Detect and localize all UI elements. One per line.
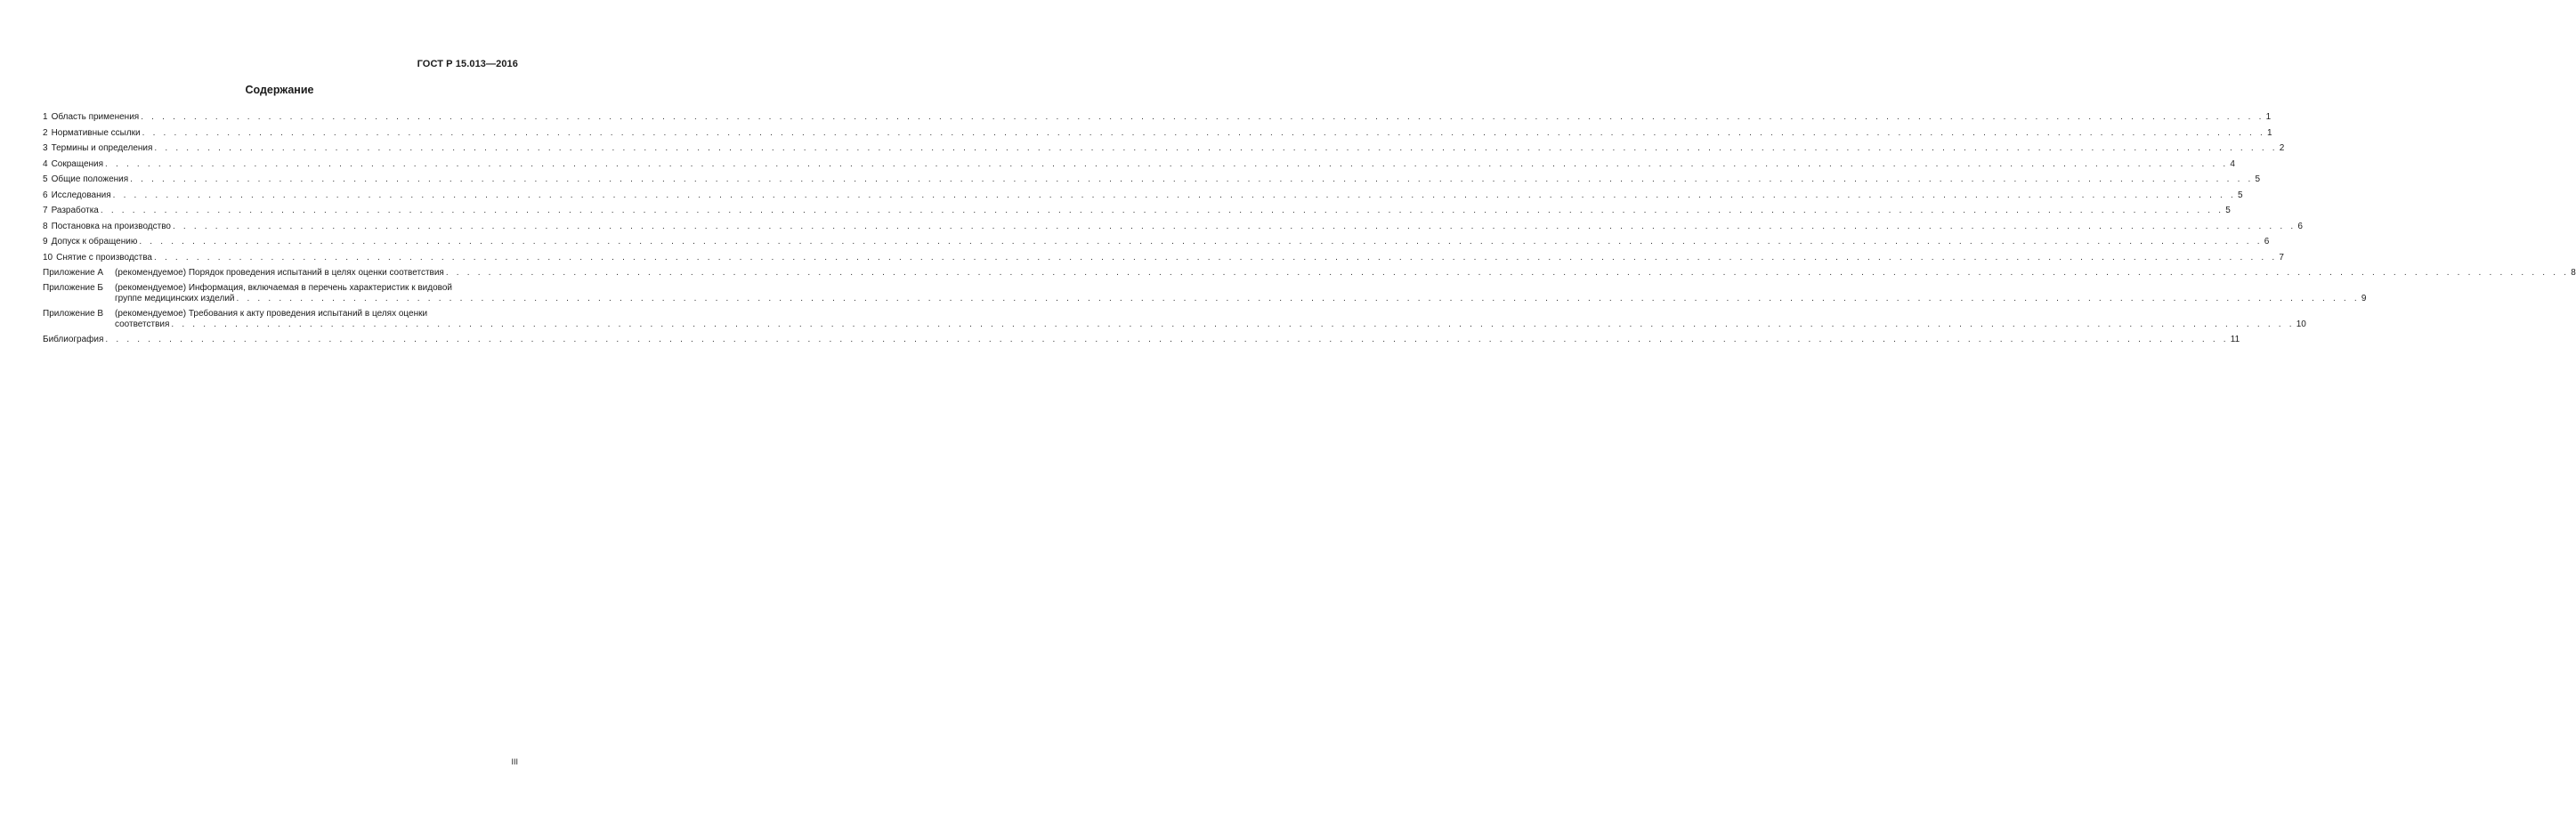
appendix-label: Приложение А [43, 268, 104, 278]
toc-entry[interactable] [43, 221, 2303, 232]
toc-entry-page: 6 [2297, 221, 2303, 231]
toc-appendix-entry[interactable] [43, 283, 2367, 304]
appendix-page: 8 [2571, 268, 2576, 278]
appendix-title-text: соответствия [115, 319, 170, 329]
toc-entry-number: 10 [43, 252, 53, 263]
appendix-title-line [115, 309, 518, 319]
appendix-title-line [115, 319, 2306, 330]
appendix-page: 10 [2296, 319, 2306, 329]
dot-leader: . . . . . . . . . . . . . . . . . . . . . . . . . . . . . . . . . . . . . . . . . . . . . . . . . . . . . . . . . . . . . . . . . . . . . . . . . . . . . . . . . . . . . . . . . . . . . . . . . . . . . . . . . . . . . . . . . . . . . . . . . . . . . . . . . . . . . . . . . . . . . . . . . . . . . . . . . . . . . . . . . . . . . . . . . . . . . . . . . . . . . . . . . . . . . . . . . . . . . . . . [105, 335, 2229, 344]
table-of-contents [43, 112, 2576, 351]
toc-entry-page: 1 [2267, 127, 2272, 138]
toc-entry-title: Снятие с производства [56, 252, 152, 263]
toc-title: Содержание [245, 84, 314, 96]
toc-entry-number: 1 [43, 112, 48, 122]
dot-leader: . . . . . . . . . . . . . . . . . . . . . . . . . . . . . . . . . . . . . . . . . . . . . . . . . . . . . . . . . . . . . . . . . . . . . . . . . . . . . . . . . . . . . . . . . . . . . . . . . . . . . . . . . . . . . . . . . . . . . . . . . . . . . . . . . . . . . . . . . . . . . . . . . . . . . . . . . . . . . . . . . . . . . . . . . . . . . . . . . . . . . . . . . . . . . . . . . . . . . . . . [105, 158, 2229, 169]
dot-leader: . . . . . . . . . . . . . . . . . . . . . . . . . . . . . . . . . . . . . . . . . . . . . . . . . . . . . . . . . . . . . . . . . . . . . . . . . . . . . . . . . . . . . . . . . . . . . . . . . . . . . . . . . . . . . . . . . . . . . . . . . . . . . . . . . . . . . . . . . . . . . . . . . . . . . . . . . . . . . . . . . . . . . . . . . . . . . . . . . . . . . . . . . . . . . . . . . . . . . . . . [172, 221, 2297, 231]
toc-entry-title: Исследования [51, 190, 111, 200]
toc-entry-number: 7 [43, 206, 48, 215]
toc-entry-page: 6 [2264, 237, 2270, 247]
appendix-title-block [115, 283, 2367, 304]
toc-entry-number: 9 [43, 237, 48, 247]
toc-entry-number: 6 [43, 190, 48, 200]
appendix-title-text: (рекомендуемое) Требования к акту проведения испытаний в целях оценки [115, 309, 428, 319]
appendix-label: Приложение В [43, 309, 104, 319]
toc-entry-title: Разработка [51, 206, 99, 215]
dot-leader: . . . . . . . . . . . . . . . . . . . . . . . . . . . . . . . . . . . . . . . . . . . . . . . . . . . . . . . . . . . . . . . . . . . . . . . . . . . . . . . . . . . . . . . . . . . . . . . . . . . . . . . . . . . . . . . . . . . . . . . . . . . . . . . . . . . . . . . . . . . . . . . . . . . . . . . . . . . . . . . . . . . . . . . . . . . . . . . . . . . . . . . . . . . . . . . . . . . . . . . . [236, 294, 2360, 303]
toc-entry-page: 7 [2279, 252, 2284, 263]
dot-leader: . . . . . . . . . . . . . . . . . . . . . . . . . . . . . . . . . . . . . . . . . . . . . . . . . . . . . . . . . . . . . . . . . . . . . . . . . . . . . . . . . . . . . . . . . . . . . . . . . . . . . . . . . . . . . . . . . . . . . . . . . . . . . . . . . . . . . . . . . . . . . . . . . . . . . . . . . . . . . . . . . . . . . . . . . . . . . . . . . . . . . . . . . . . . . . . . . . . . . . . . [154, 143, 2278, 153]
appendix-title-line [115, 268, 2576, 279]
toc-entry-title: Термины и определения [51, 143, 153, 153]
dot-leader: . . . . . . . . . . . . . . . . . . . . . . . . . . . . . . . . . . . . . . . . . . . . . . . . . . . . . . . . . . . . . . . . . . . . . . . . . . . . . . . . . . . . . . . . . . . . . . . . . . . . . . . . . . . . . . . . . . . . . . . . . . . . . . . . . . . . . . . . . . . . . . . . . . . . . . . . . . . . . . . . . . . . . . . . . . . . . . . . . . . . . . . . . . . . . . . . . . . . . . . . [445, 268, 2570, 278]
appendix-title-block [115, 268, 2576, 279]
toc-entry-title: Постановка на производство [51, 221, 171, 231]
dot-leader: . . . . . . . . . . . . . . . . . . . . . . . . . . . . . . . . . . . . . . . . . . . . . . . . . . . . . . . . . . . . . . . . . . . . . . . . . . . . . . . . . . . . . . . . . . . . . . . . . . . . . . . . . . . . . . . . . . . . . . . . . . . . . . . . . . . . . . . . . . . . . . . . . . . . . . . . . . . . . . . . . . . . . . . . . . . . . . . . . . . . . . . . . . . . . . . . . . . . . . . . [100, 206, 2224, 215]
toc-entry-number: 3 [43, 143, 48, 153]
toc-entry[interactable] [43, 237, 2270, 247]
toc-entry-title: Сокращения [51, 158, 104, 169]
toc-entry[interactable] [43, 158, 2235, 170]
toc-entry-title: Область применения [51, 112, 140, 122]
toc-entry-page: 5 [2255, 174, 2261, 184]
toc-entry[interactable] [43, 112, 2272, 123]
appendix-title-block [115, 309, 2306, 330]
dot-leader: . . . . . . . . . . . . . . . . . . . . . . . . . . . . . . . . . . . . . . . . . . . . . . . . . . . . . . . . . . . . . . . . . . . . . . . . . . . . . . . . . . . . . . . . . . . . . . . . . . . . . . . . . . . . . . . . . . . . . . . . . . . . . . . . . . . . . . . . . . . . . . . . . . . . . . . . . . . . . . . . . . . . . . . . . . . . . . . . . . . . . . . . . . . . . . . . . . . . . . . . [139, 237, 2263, 247]
toc-entry-number: 5 [43, 174, 48, 184]
appendix-title-line [115, 294, 2367, 304]
bibliography-page: 11 [2230, 335, 2240, 344]
toc-entry[interactable] [43, 127, 2272, 139]
appendix-title-text: (рекомендуемое) Информация, включаемая в перечень характеристик к видовой [115, 283, 453, 293]
toc-entry[interactable] [43, 143, 2285, 154]
toc-bibliography-entry[interactable] [43, 335, 2240, 345]
toc-entry-page: 4 [2230, 158, 2235, 169]
dot-leader: . . . . . . . . . . . . . . . . . . . . . . . . . . . . . . . . . . . . . . . . . . . . . . . . . . . . . . . . . . . . . . . . . . . . . . . . . . . . . . . . . . . . . . . . . . . . . . . . . . . . . . . . . . . . . . . . . . . . . . . . . . . . . . . . . . . . . . . . . . . . . . . . . . . . . . . . . . . . . . . . . . . . . . . . . . . . . . . . . . . . . . . . . . . . . . . . . . . . . . . . [142, 127, 2265, 138]
toc-entry-title: Общие положения [51, 174, 129, 184]
toc-appendix-entry[interactable] [43, 309, 2306, 330]
toc-entry[interactable] [43, 206, 2231, 216]
toc-entry-page: 5 [2225, 206, 2231, 215]
bibliography-title: Библиография [43, 335, 104, 344]
toc-entry[interactable] [43, 252, 2284, 263]
toc-entry-page: 1 [2265, 112, 2272, 122]
appendix-label: Приложение Б [43, 283, 103, 293]
toc-entry-page: 5 [2237, 190, 2243, 200]
page-number: III [511, 757, 518, 766]
toc-entry-title: Допуск к обращению [51, 237, 138, 247]
toc-entry-number: 4 [43, 158, 48, 169]
toc-entry[interactable] [43, 190, 2243, 201]
appendix-page: 9 [2361, 294, 2367, 303]
toc-entry-page: 2 [2279, 143, 2285, 153]
appendix-title-text: группе медицинских изделий [115, 294, 235, 303]
toc-entry[interactable] [43, 174, 2261, 185]
toc-entry-number: 8 [43, 221, 48, 231]
document-code: ГОСТ Р 15.013—2016 [417, 59, 518, 69]
appendix-title-line [115, 283, 518, 294]
dot-leader: . . . . . . . . . . . . . . . . . . . . . . . . . . . . . . . . . . . . . . . . . . . . . . . . . . . . . . . . . . . . . . . . . . . . . . . . . . . . . . . . . . . . . . . . . . . . . . . . . . . . . . . . . . . . . . . . . . . . . . . . . . . . . . . . . . . . . . . . . . . . . . . . . . . . . . . . . . . . . . . . . . . . . . . . . . . . . . . . . . . . . . . . . . . . . . . . . . . . . . . . [171, 319, 2295, 329]
toc-entry-number: 2 [43, 127, 48, 138]
toc-entry-title: Нормативные ссылки [51, 127, 141, 138]
dot-leader: . . . . . . . . . . . . . . . . . . . . . . . . . . . . . . . . . . . . . . . . . . . . . . . . . . . . . . . . . . . . . . . . . . . . . . . . . . . . . . . . . . . . . . . . . . . . . . . . . . . . . . . . . . . . . . . . . . . . . . . . . . . . . . . . . . . . . . . . . . . . . . . . . . . . . . . . . . . . . . . . . . . . . . . . . . . . . . . . . . . . . . . . . . . . . . . . . . . . . . . . [130, 174, 2254, 184]
dot-leader: . . . . . . . . . . . . . . . . . . . . . . . . . . . . . . . . . . . . . . . . . . . . . . . . . . . . . . . . . . . . . . . . . . . . . . . . . . . . . . . . . . . . . . . . . . . . . . . . . . . . . . . . . . . . . . . . . . . . . . . . . . . . . . . . . . . . . . . . . . . . . . . . . . . . . . . . . . . . . . . . . . . . . . . . . . . . . . . . . . . . . . . . . . . . . . . . . . . . . . . . [154, 252, 2278, 263]
dot-leader: . . . . . . . . . . . . . . . . . . . . . . . . . . . . . . . . . . . . . . . . . . . . . . . . . . . . . . . . . . . . . . . . . . . . . . . . . . . . . . . . . . . . . . . . . . . . . . . . . . . . . . . . . . . . . . . . . . . . . . . . . . . . . . . . . . . . . . . . . . . . . . . . . . . . . . . . . . . . . . . . . . . . . . . . . . . . . . . . . . . . . . . . . . . . . . . . . . . . . . . . [112, 190, 2236, 200]
appendix-title-text: (рекомендуемое) Порядок проведения испытаний в целях оценки соответствия [115, 268, 444, 278]
toc-appendix-entry[interactable] [43, 268, 2576, 279]
dot-leader: . . . . . . . . . . . . . . . . . . . . . . . . . . . . . . . . . . . . . . . . . . . . . . . . . . . . . . . . . . . . . . . . . . . . . . . . . . . . . . . . . . . . . . . . . . . . . . . . . . . . . . . . . . . . . . . . . . . . . . . . . . . . . . . . . . . . . . . . . . . . . . . . . . . . . . . . . . . . . . . . . . . . . . . . . . . . . . . . . . . . . . . . . . . . . . . . . . . . . . . . [141, 112, 2264, 122]
